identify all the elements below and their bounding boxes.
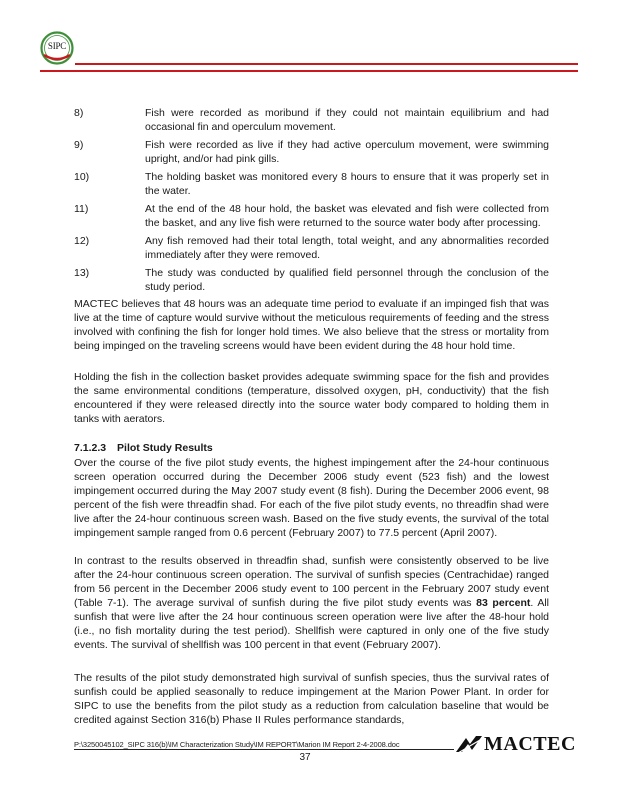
list-item xyxy=(74,106,549,134)
section-title: Pilot Study Results xyxy=(117,442,213,454)
list-item-text: Fish were recorded as moribund if they could not maintain equilibrium and had occasional fin and operculum movement. xyxy=(145,107,549,133)
paragraph-conclusion: The results of the pilot study demonstrated high survival of sunfish species, thus the survival rates of sunfish could be applied seasonally to reduce impingement at the Marion Power Plant. In order for SIPC to use the benefits from the pilot study as a reduction from calculation baseline that would be credited against Section 316(b) Phase II Rules performance standards, xyxy=(74,672,549,726)
list-item-text: Fish were recorded as live if they had active operculum movement, were swimming upright, and/or had pink gills. xyxy=(145,139,549,165)
page-number: 37 xyxy=(299,752,311,763)
bold-survival-value: 83 percent xyxy=(476,597,531,609)
section-number: 7.1.2.3 xyxy=(74,442,107,454)
numbered-list xyxy=(74,106,549,298)
list-item-text: The holding basket was monitored every 8 hours to ensure that it was properly set in the water. xyxy=(145,171,549,197)
paragraph-text: In contrast to the results observed in threadfin shad, sunfish were consistently observed to be live after the 24-hour continuous screen operation. The survival of sunfish species (Centrachidae) ranged from 56 percent in the December 2006 study event to 100 percent in the February 2007 study event (Table 7-1). The average survival of sunfish during the five pilot study events was xyxy=(74,555,549,609)
sipc-logo xyxy=(40,31,74,65)
list-item-number: 8) xyxy=(74,107,84,119)
logo-text: SIPC xyxy=(47,41,67,51)
section-heading xyxy=(74,441,549,455)
paragraph-sunfish-survival xyxy=(74,554,549,652)
header-rule xyxy=(75,63,578,65)
list-item-text: The study was conducted by qualified field personnel through the conclusion of the study period. xyxy=(145,267,549,293)
paragraph-text: . All sunfish that were live after the 24 hour continuous screen operation were live after the 48-hour hold (i.e., no fish mortality during the test period). Shellfish were captured in only one of the five study events. The survival of shellfish was 100 percent in that event (February 2007). xyxy=(74,597,549,651)
footer-rule xyxy=(74,749,454,750)
list-item xyxy=(74,266,549,294)
mactec-logo xyxy=(454,733,576,755)
footer-file-path: P:\3250045102_SIPC 316(b)\IM Characterization Study\IM REPORT\Marion IM Report 2-4-2008.doc xyxy=(74,740,400,749)
list-item xyxy=(74,138,549,166)
list-item-number: 12) xyxy=(74,235,90,247)
list-item-text: Any fish removed had their total length, total weight, and any abnormalities recorded immediately after they were removed. xyxy=(145,235,549,261)
list-item xyxy=(74,202,549,230)
paragraph-pilot-results: Over the course of the five pilot study events, the highest impingement after the 24-hour continuous screen operation occurred during the December 2006 study event (523 fish) and the lowest impingement occurred during the May 2007 study event (8 fish). During the December 2006 event, 98 percent of the fish were threadfin shad. For each of the five pilot study events, no threadfin shad were live after the 24-hour continuous screen wash. Based on the five study events, the survival of the total impingement sample ranged from 0.6 percent (February 2007) to 77.5 percent (April 2007). xyxy=(74,457,549,539)
list-item-number: 13) xyxy=(74,267,90,279)
list-item-number: 11) xyxy=(74,203,89,215)
mactec-wordmark: MACTEC xyxy=(484,732,576,755)
list-item xyxy=(74,234,549,262)
list-item-text: At the end of the 48 hour hold, the basket was elevated and fish were collected from the basket, and any live fish were returned to the source water body after processing. xyxy=(145,203,549,229)
list-item xyxy=(74,170,549,198)
paragraph-collection-basket: Holding the fish in the collection basket provides adequate swimming space for the fish and provides the same environmental conditions (temperature, dissolved oxygen, pH, conductivity) that the fish encountered if they were released directly into the source water body compared to holding them in tanks with aerators. xyxy=(74,371,549,425)
mactec-swoosh-icon xyxy=(454,734,484,754)
list-item-number: 9) xyxy=(74,139,84,151)
paragraph-hold-time: MACTEC believes that 48 hours was an adequate time period to evaluate if an impinged fish that was live at the time of capture would survive without the meticulous requirements of feeding and the stress involved with confining the fish for longer hold times. We also believe that the stress or mortality from being impinged on the traveling screens would have been evident during the 48 hour hold time. xyxy=(74,298,549,352)
header-rule-secondary xyxy=(40,70,578,72)
list-item-number: 10) xyxy=(74,171,90,183)
